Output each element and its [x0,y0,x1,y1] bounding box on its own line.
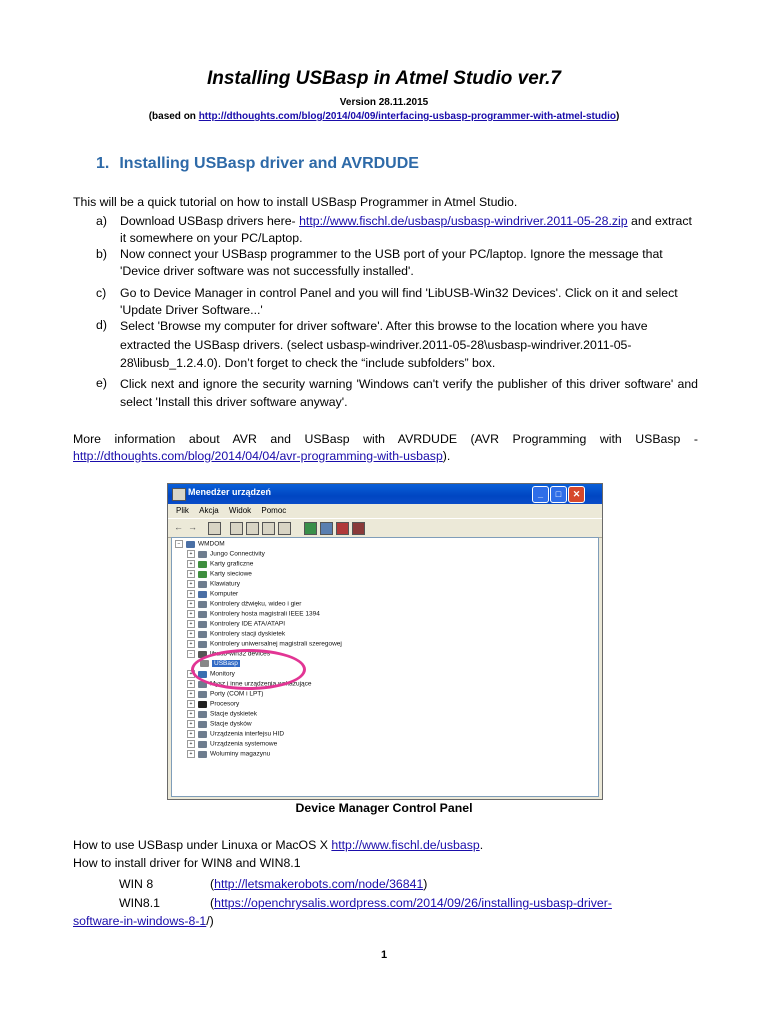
update-icon[interactable] [320,522,333,535]
menu-item[interactable]: Widok [228,506,252,515]
show-icon[interactable] [278,522,291,535]
step-label: a) [96,214,107,228]
tree-item-label: USBasp [214,660,238,668]
win8-label: WIN 8 [119,877,154,891]
tree-item[interactable]: + Stacje dysków [187,720,252,728]
tree-item-label: Kontrolery dźwięku, wideo i gier [210,600,302,608]
page-number: 1 [380,949,388,961]
step-a-pre: Download USBasp drivers here- [120,214,300,228]
step-label: b) [96,247,107,261]
more-info-end: ). [442,448,451,463]
step-a [96,213,698,246]
tree-item[interactable]: + Mysz i inne urządzenia wskazujące [187,680,312,688]
tree-item-label: libusb-win32 devices [210,650,270,658]
tree-item[interactable]: + Procesory [187,700,239,708]
section-heading [96,155,419,173]
device-manager-screenshot [167,483,603,800]
tree-root[interactable]: − WMDOM [175,540,225,548]
step-d [96,317,698,372]
tree-item[interactable]: + Stacje dyskietek [187,710,257,718]
tree-item[interactable]: + Woluminy magazynu [187,750,270,758]
tree-item-label: Urządzenia systemowe [210,740,278,748]
tree-item[interactable]: + Karty sieciowe [187,570,252,578]
print-icon[interactable] [246,522,259,535]
tree-item-label: Komputer [210,590,239,598]
win81-line-2 [73,913,214,930]
view-icon[interactable] [208,522,221,535]
win8-line [210,876,427,893]
tree-item-label: Monitory [210,670,235,678]
tree-item[interactable]: + Monitory [187,670,235,678]
tree-item[interactable]: + Kontrolery IDE ATA/ATAPI [187,620,285,628]
step-text [120,213,698,246]
win81-link-part1[interactable]: https://openchrysalis.wordpress.com/2014/09/26/installing-usbasp-driver- [214,896,612,910]
step-label: e) [96,376,107,390]
step-text: Now connect your USBasp programmer to the USB port of your PC/laptop. Ignore the message that 'Device driver software was not successfully installed'. [120,247,663,278]
computer-icon [172,488,186,501]
step-a-post: and extract it somewhere on your PC/Laptop. [120,214,692,245]
tree-item[interactable]: + Urządzenia systemowe [187,740,277,748]
device-tree [171,537,599,797]
based-on-suffix: ) [615,111,620,122]
usbasp-driver-link[interactable]: http://www.fischl.de/usbasp/usbasp-windriver.2011-05-28.zip [299,214,628,228]
window-toolbar [168,518,602,538]
tree-item-label: Porty (COM i LPT) [210,690,264,698]
win81-line [210,895,612,912]
tree-item-label: Klawiatury [210,580,240,588]
tree-item-libusb[interactable]: − libusb-win32 devices [187,650,270,658]
linux-text: How to use USBasp under Linuxa or MacOS X [73,838,332,852]
tree-item-label: Mysz i inne urządzenia wskazujące [210,680,312,688]
based-on-link[interactable]: http://dthoughts.com/blog/2014/04/09/interfacing-usbasp-programmer-with-atmel-studio [198,111,616,122]
win81-close: /) [206,914,214,928]
win8-close: ) [423,877,428,891]
tree-item-label: Kontrolery IDE ATA/ATAPI [210,620,286,628]
tree-item[interactable]: + Kontrolery uniwersalnej magistrali szeregowej [187,640,342,648]
menu-item[interactable]: Akcja [199,506,219,515]
tree-item-label: Kontrolery stacji dyskietek [210,630,286,638]
figure-caption: Device Manager Control Panel [295,801,473,815]
window-titlebar [168,484,602,504]
step-text: Click next and ignore the security warning 'Windows can't verify the publisher of this driver software' and select 'Install this driver software anyway'. [120,377,698,409]
win81-open: ( [210,896,215,910]
menu-item[interactable]: Plik [176,506,189,515]
menu-item[interactable]: Pomoc [261,506,287,515]
win81-link-part2[interactable]: software-in-windows-8-1 [73,914,207,928]
disable-icon[interactable] [336,522,349,535]
avr-programming-link[interactable]: http://dthoughts.com/blog/2014/04/04/avr-programming-with-usbasp [73,448,443,463]
win81-label: WIN8.1 [119,896,160,910]
tree-item[interactable]: + Kontrolery stacji dyskietek [187,630,285,638]
step-e [96,375,698,408]
properties-icon[interactable] [230,522,243,535]
tree-item[interactable]: + Kontrolery dźwięku, wideo i gier [187,600,301,608]
version-label: Version 28.11.2015 [339,97,429,108]
tree-item-label: Stacje dyskietek [210,710,257,718]
window-menubar [168,504,602,518]
linux-end: . [479,838,484,852]
tree-item-label: Procesory [210,700,240,708]
forward-icon[interactable]: → [188,522,197,532]
tree-root-label: WMDOM [198,540,225,548]
linux-line [73,837,483,854]
step-label: d) [96,318,107,332]
tree-item-label: Stacje dysków [210,720,252,728]
tree-item[interactable]: + Karty graficzne [187,560,253,568]
more-info-paragraph [73,431,698,464]
tree-item-label: Kontrolery uniwersalnej magistrali szeregowej [210,640,342,648]
tree-item-label: Kontrolery hosta magistrali IEEE 1394 [210,610,320,618]
based-on-prefix: (based on [148,111,199,122]
section-number: 1. [96,155,110,172]
minimize-icon[interactable]: _ [532,486,549,503]
tree-item-label: Jungo Connectivity [210,550,265,558]
win-heading: How to install driver for WIN8 and WIN8.1 [73,856,301,870]
intro-paragraph: This will be a quick tutorial on how to install USBasp Programmer in Atmel Studio. [73,195,518,209]
step-text: Select 'Browse my computer for driver software'. After this browse to the location where you have extracted the USBasp drivers. (select usbasp-windriver.2011-05-28\usbasp-windriver.2011-05-28\libusb_1.2.4.0). Don’t forget to check the “include subfolders” box. [120,319,648,370]
more-info-text: More information about AVR and USBasp with AVRDUDE (AVR Programming with USBasp - [73,432,698,446]
highlight-ellipse [191,649,306,690]
window-title: Menedżer urządzeń [188,487,272,497]
back-icon[interactable]: ← [174,522,183,532]
tree-item[interactable]: + Komputer [187,590,238,598]
step-text: Go to Device Manager in control Panel and you will find 'LibUSB-Win32 Devices'. Click on it and select 'Update Driver Software...' [120,286,678,317]
tree-item[interactable]: + Jungo Connectivity [187,550,265,558]
tree-item[interactable]: + Klawiatury [187,580,240,588]
close-icon[interactable]: ✕ [568,486,585,503]
help-icon[interactable] [262,522,275,535]
based-on-line [0,111,768,122]
scan-icon[interactable] [304,522,317,535]
win8-open: ( [210,877,215,891]
step-b [96,246,698,279]
maximize-icon[interactable]: □ [550,486,567,503]
tree-item-label: Woluminy magazynu [210,750,271,758]
uninstall-icon[interactable] [352,522,365,535]
tree-item[interactable]: + Kontrolery hosta magistrali IEEE 1394 [187,610,320,618]
tree-item-label: Urządzenia interfejsu HID [210,730,285,738]
tree-item[interactable]: + Porty (COM i LPT) [187,690,263,698]
section-title: Installing USBasp driver and AVRDUDE [119,155,419,172]
tree-item-label: Karty sieciowe [210,570,252,578]
tree-item-label: Karty graficzne [210,560,254,568]
step-c [96,285,698,318]
tree-item[interactable]: + Urządzenia interfejsu HID [187,730,284,738]
win8-link[interactable]: http://letsmakerobots.com/node/36841 [214,877,424,891]
step-label: c) [96,286,107,300]
document-title: Installing USBasp in Atmel Studio ver.7 [206,68,562,89]
fischl-link[interactable]: http://www.fischl.de/usbasp [331,838,480,852]
